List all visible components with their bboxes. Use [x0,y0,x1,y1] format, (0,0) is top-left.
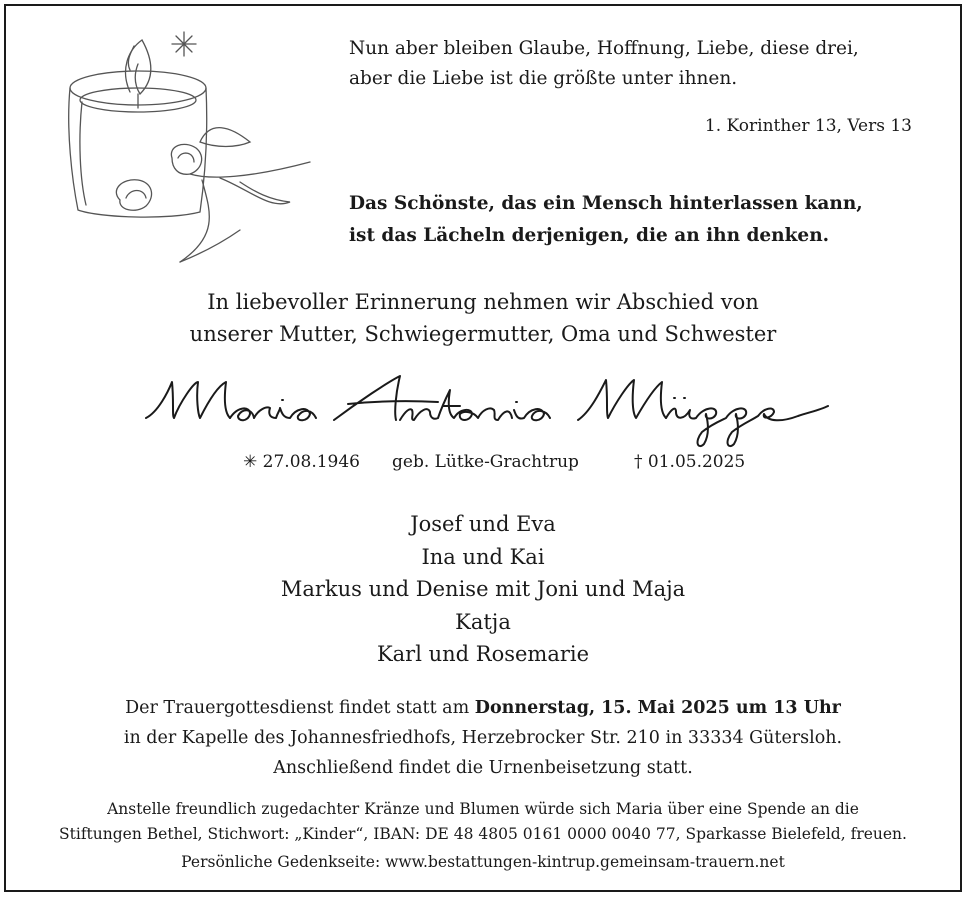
motto-line-2: ist das Lächeln derjenigen, die an ihn denken. [349,225,830,246]
deceased-name-signature [138,362,838,452]
intro-text [0,286,966,350]
donation-info [0,797,966,847]
candle-rose-illustration [60,30,320,270]
family-member: Markus und Denise mit Joni und Maja [280,577,686,601]
birth-date [243,452,360,472]
quote-line-2: aber die Liebe ist die größte unter ihnen. [349,68,738,89]
service-info [0,693,966,783]
service-date: Donnerstag, 15. Mai 2025 um 13 Uhr [474,698,841,718]
quote-source: 1. Korinther 13, Vers 13 [704,116,912,136]
death-date [634,452,745,472]
motto-line-1: Das Schönste, das ein Mensch hinterlassen kann, [349,193,863,214]
donation-line-1: Anstelle freundlich zugedachter Kränze und Blumen würde sich Maria über eine Spende an die [107,800,859,818]
family-list [0,508,966,671]
birth-date-value: 27.08.1946 [262,452,360,472]
bible-quote [349,34,909,94]
family-member: Josef und Eva [410,512,556,536]
intro-line-2: unserer Mutter, Schwiegermutter, Oma und Schwester [189,322,777,346]
family-member: Karl und Rosemarie [376,642,590,666]
family-member: Katja [455,609,511,634]
donation-line-2: Stiftungen Bethel, Stichwort: „Kinder“, IBAN: DE 48 4805 0161 0000 0040 77, Sparkasse Bielefeld, freuen. [59,825,907,843]
sparkle-star-icon [172,32,196,56]
maiden-name: geb. Lütke-Grachtrup [392,452,579,472]
death-cross-icon: † [634,452,643,472]
death-date-value: 01.05.2025 [647,452,746,472]
quote-line-1: Nun aber bleiben Glaube, Hoffnung, Liebe, diese drei, [349,38,859,59]
motto [349,188,909,252]
memorial-page-link[interactable]: Persönliche Gedenkseite: www.bestattungen-kintrup.gemeinsam-trauern.net [181,853,785,871]
birth-star-icon: ✳ [243,452,258,472]
service-intro: Der Trauergottesdienst findet statt am [125,698,475,718]
intro-line-1: In liebevoller Erinnerung nehmen wir Abschied von [207,290,759,314]
service-line-3: Anschließend findet die Urnenbeisetzung statt. [273,758,693,778]
service-line-2: in der Kapelle des Johannesfriedhofs, Herzebrocker Str. 210 in 33334 Gütersloh. [123,728,843,748]
family-member: Ina und Kai [421,544,545,569]
service-line-1 [0,693,966,723]
